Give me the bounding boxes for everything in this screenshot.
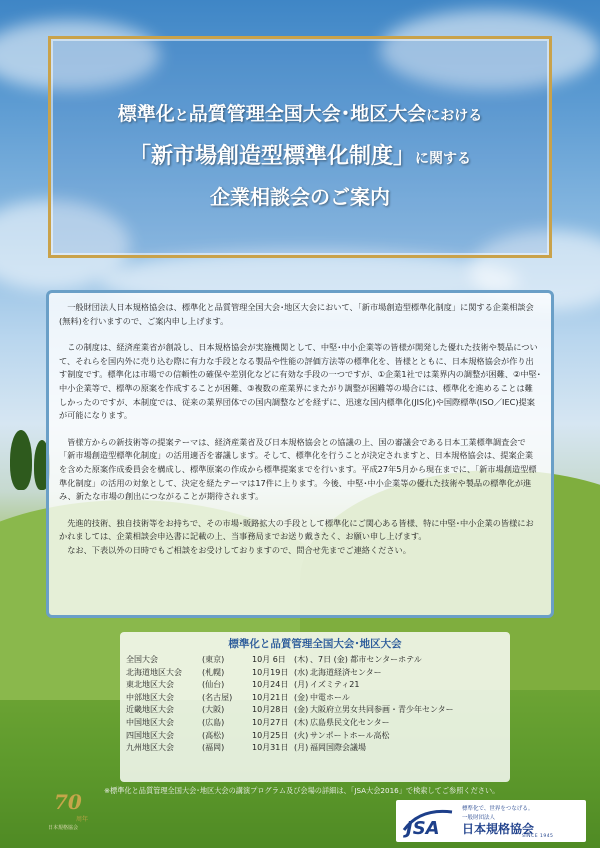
- logo-tagline: 標準化で、世界をつなげる。: [462, 806, 534, 812]
- schedule-event-name: 東北地区大会: [126, 680, 174, 690]
- logo-since: SINCE 1945: [522, 834, 554, 839]
- schedule-event-name: 全国大会: [126, 655, 158, 664]
- schedule-event-name: 近畿地区大会: [126, 705, 174, 715]
- title-text-small: と: [174, 108, 189, 124]
- schedule-venue: 福岡国際会議場: [310, 743, 366, 753]
- svg-text:JSA: JSA: [406, 818, 440, 838]
- logo-sub: 一般財団法人: [462, 815, 496, 821]
- badge-number: 70: [54, 790, 82, 814]
- body-paragraph: この制度は、経済産業省が創設し、日本規格協会が実施機関として、中堅･中小企業等の皆様が開発した優れた技術や製品について、それらを国内外に売り込む際に有力な手段となる製品や性能の評価方法等の標準化を、皆様とともに、日本規格協会が作り出す制度です。標準化は市場での信頼性の確保や差別化などに有効な手段の一つですが、①企業1社では業界内の調整が困難、②中堅･中小企業等で、標準の原案を作成することが困難、③複数の産業界にまたがり調整が困難等の場合には、標準化を進めることは難しかったのですが、本制度では、従来の業界団体での国内調整などを経ずに、迅速な国内標準化(JIS化)や国際標準(ISO／IEC)提案が可能になります。: [59, 342, 541, 421]
- body-paragraph: 皆様方からの新技術等の提案テーマは、経済産業省及び日本規格協会との協議の上、国の審議会である日本工業標準調査会で「新市場創造型標準化制度」の活用適否を審議します。そして、標準化を行うことが決定されますと、日本規格協会は、提案企業を含めた原案作成委員会を構成し、標準原案の作成から標準提案までを行います。平成27年5月から現在までに、「新市場創造型標準化制度」の活用の対象として、決定を経たテーマは17件に上ります。今後、中堅･中小企業等の優れた技術や製品の標準化が進み、新たな市場の創出につながることが期待されます。: [59, 436, 537, 502]
- schedule-row: [120, 679, 510, 692]
- schedule-weekday: (木): [294, 717, 309, 727]
- schedule-row: [120, 717, 510, 730]
- schedule-city: (大阪): [202, 705, 225, 715]
- anniversary-badge: [46, 788, 92, 834]
- title-line-1: [51, 99, 549, 126]
- schedule-weekday: (水): [294, 667, 309, 677]
- body-paragraph: 一般財団法人日本規格協会は、標準化と品質管理全国大会･地区大会において、「新市場創造型標準化制度」に関する企業相談会(無料)を行いますので、ご案内申し上げます。: [59, 302, 534, 326]
- jsa-logo-icon: [402, 806, 456, 838]
- schedule-date: 10月19日: [252, 667, 289, 677]
- title-line-2: [51, 139, 549, 170]
- schedule-city: (札幌): [202, 667, 225, 677]
- schedule-weekday: (金): [294, 705, 309, 715]
- tree-decoration: [10, 430, 32, 490]
- schedule-city: (高松): [202, 730, 225, 740]
- schedule-venue: イズミティ21: [310, 680, 360, 690]
- schedule-date: 10月 6日: [252, 655, 286, 664]
- schedule-weekday: (木): [294, 655, 309, 664]
- body-text-panel: [46, 290, 554, 618]
- jsa-logo: [396, 800, 586, 842]
- badge-label: 日本規格協会: [48, 825, 79, 831]
- schedule-weekday: (月): [294, 743, 309, 753]
- schedule-date: 10月27日: [252, 717, 289, 727]
- schedule-city: (名古屋): [202, 692, 233, 702]
- schedule-row: [120, 667, 510, 680]
- title-text-small: に関する: [415, 151, 471, 167]
- schedule-city: (福岡): [202, 743, 225, 753]
- title-text: 標準化: [117, 103, 175, 125]
- schedule-date: 10月31日: [252, 743, 289, 753]
- schedule-date: 10月28日: [252, 705, 289, 715]
- schedule-weekday: (月): [294, 680, 309, 690]
- schedule-event-name: 九州地区大会: [126, 743, 174, 753]
- schedule-row: [120, 692, 510, 705]
- schedule-venue: 、7日 (金) 都市センターホテル: [310, 655, 422, 664]
- title-text: 品質管理全国大会･地区大会: [188, 103, 427, 125]
- schedule-event-name: 中部地区大会: [126, 692, 174, 702]
- schedule-city: (仙台): [202, 680, 225, 690]
- schedule-date: 10月25日: [252, 730, 289, 740]
- schedule-venue: 広島県民文化センター: [310, 717, 390, 727]
- schedule-venue: 北海道経済センター: [310, 667, 382, 677]
- schedule-event-name: 北海道地区大会: [126, 667, 182, 677]
- body-paragraph: なお、下表以外の日時でもご相談をお受けしておりますので、問合せ先までご連絡ください。: [67, 544, 411, 555]
- schedule-date: 10月21日: [252, 692, 289, 702]
- schedule-row: [120, 730, 510, 743]
- schedule-row: [120, 654, 510, 667]
- schedule-venue: サンポートホール高松: [310, 730, 390, 740]
- title-panel: [48, 36, 552, 258]
- body-paragraph: 先進的技術、独自技術等をお持ちで、その市場･販路拡大の手段として標準化にご関心ある皆様、特に中堅･中小企業の皆様におかれましては、企業相談会申込書に記載の上、当事務局までお送り戴きたく、お願い申し上げます。: [59, 517, 534, 542]
- schedule-event-name: 中国地区大会: [126, 717, 174, 727]
- schedule-city: (東京): [202, 655, 225, 664]
- title-text: 「新市場創造型標準化制度」: [128, 144, 415, 169]
- schedule-event-name: 四国地区大会: [126, 730, 174, 740]
- title-text-small: における: [426, 108, 483, 124]
- schedule-row: [120, 704, 510, 717]
- schedule-date: 10月24日: [252, 680, 289, 690]
- schedule-weekday: (火): [294, 730, 309, 740]
- schedule-rows: [120, 654, 510, 755]
- badge-unit: 周年: [76, 816, 89, 823]
- title-line-3: 企業相談会のご案内: [210, 185, 390, 209]
- schedule-venue: 大阪府立男女共同参画・青少年センター: [310, 705, 454, 715]
- schedule-title: 標準化と品質管理全国大会･地区大会: [228, 638, 402, 650]
- schedule-venue: 中電ホール: [310, 692, 350, 702]
- schedule-row: [120, 742, 510, 755]
- schedule-city: (広島): [202, 717, 225, 727]
- schedule-weekday: (金): [294, 692, 309, 702]
- footnote: ※標準化と品質管理全国大会･地区大会の講演プログラム及び会場の詳細は、「JSA大会2016」で検索してご参照ください。: [104, 786, 500, 795]
- logo-name: 日本規格協会: [462, 822, 535, 836]
- schedule-table: [120, 632, 510, 782]
